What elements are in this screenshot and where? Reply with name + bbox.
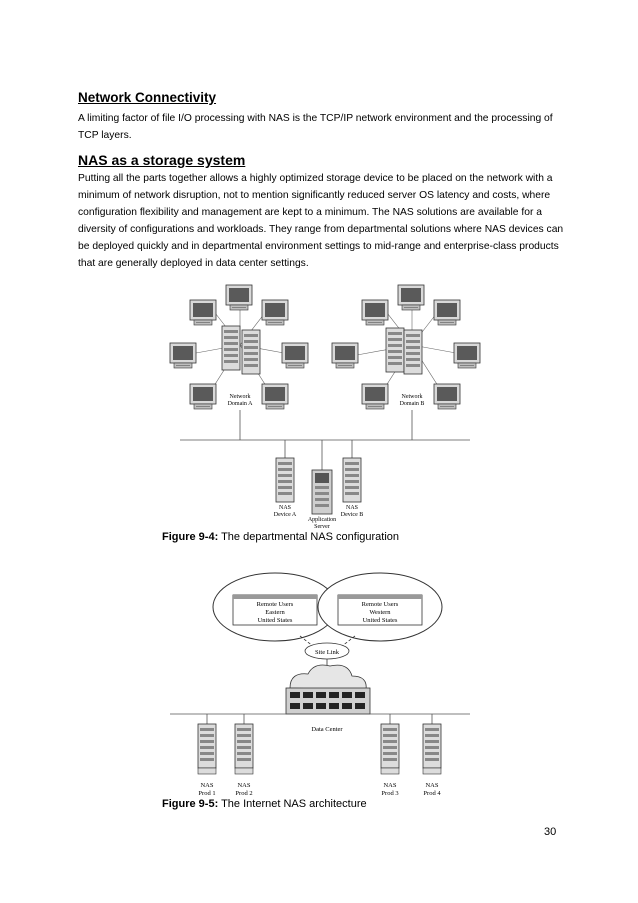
- workstation-icon: [454, 343, 480, 368]
- workstation-icon: [170, 343, 196, 368]
- domain-a-label-2: Domain A: [227, 401, 253, 407]
- workstation-icon: [434, 300, 460, 325]
- section-paragraph-nas-storage-system: Putting all the parts together allows a highly optimized storage device to be placed on the network with a minimum of network disruption, not to mention significantly reduced server OS latency and costs, where configuration flexibility and management are kept to a minimum. The NAS solutions are available for a diversity of configurations and workloads. They range from departmental solutions where NAS devices can be deployed quickly and in departmental environment settings to mid-range and enterprise-class products that are generally deployed in data center settings.: [78, 173, 564, 269]
- prod1-label-1: NAS: [200, 782, 214, 789]
- prod3-label-1: NAS: [383, 782, 397, 789]
- workstation-icon: [362, 300, 388, 325]
- server-icon: [386, 328, 404, 372]
- figure-9-4-caption-label: Figure 9-4:: [162, 531, 219, 543]
- section-heading-network-connectivity: Network Connectivity: [78, 90, 217, 105]
- nas-prod-1-icon: [198, 724, 216, 768]
- workstation-icon: [190, 384, 216, 409]
- nas-prod-3-icon: [381, 724, 399, 768]
- prod2-label-1: NAS: [237, 782, 251, 789]
- section-paragraph-network-connectivity: A limiting factor of file I/O processing with NAS is the TCP/IP network environment and the processing of TCP layers.: [78, 113, 553, 141]
- prod4-label-2: Prod 4: [423, 790, 441, 797]
- domain-a-label-1: Network: [229, 394, 251, 400]
- workstation-icon: [398, 285, 424, 310]
- app-server-label-1: Application: [307, 517, 337, 523]
- prod3-label-2: Prod 3: [381, 790, 399, 797]
- domain-b-label-1: Network: [401, 394, 423, 400]
- data-center-label: Data Center: [311, 726, 343, 733]
- figure-9-4-caption: [162, 531, 399, 543]
- workstation-icon: [332, 343, 358, 368]
- prod2-label-2: Prod 2: [235, 790, 253, 797]
- workstation-icon: [362, 384, 388, 409]
- workstation-icon: [262, 384, 288, 409]
- page-number: 30: [544, 826, 557, 838]
- figure-9-5-caption-text: The Internet NAS architecture: [218, 798, 367, 810]
- workstation-icon: [226, 285, 252, 310]
- figure-9-5-caption-label: Figure 9-5:: [162, 798, 219, 810]
- domain-b-label-2: Domain B: [399, 401, 425, 407]
- figure-9-5-caption: [162, 798, 367, 810]
- east-label-1: Remote Users: [256, 601, 294, 608]
- west-label-3: United States: [362, 617, 398, 624]
- workstation-icon: [190, 300, 216, 325]
- west-label-1: Remote Users: [361, 601, 399, 608]
- app-server-label-2: Server: [314, 524, 330, 530]
- prod1-label-2: Prod 1: [198, 790, 216, 797]
- application-server-icon: [312, 470, 332, 514]
- nas-device-a-icon: [276, 458, 294, 502]
- nas-prod-2-icon: [235, 724, 253, 768]
- nas-b-label-2: Device B: [340, 512, 364, 518]
- nas-prod-4-icon: [423, 724, 441, 768]
- prod4-label-1: NAS: [425, 782, 439, 789]
- network-domain-b: [332, 285, 480, 409]
- figure-internet-nas: [170, 573, 470, 797]
- nas-a-label-2: Device A: [273, 512, 297, 518]
- figure-9-4-caption-text: The departmental NAS configuration: [218, 531, 400, 543]
- server-icon: [242, 330, 260, 374]
- nas-a-label-1: NAS: [278, 505, 292, 511]
- section-heading-nas-storage-system: NAS as a storage system: [78, 152, 246, 168]
- server-icon: [222, 326, 240, 370]
- workstation-icon: [434, 384, 460, 409]
- nas-b-label-1: NAS: [345, 505, 359, 511]
- server-icon: [404, 330, 422, 374]
- nas-device-b-icon: [343, 458, 361, 502]
- figure-departmental-nas: [170, 285, 480, 530]
- east-label-3: United States: [257, 617, 293, 624]
- network-domain-a: [170, 285, 308, 409]
- site-link-label: Site Link: [314, 649, 340, 656]
- workstation-icon: [262, 300, 288, 325]
- workstation-icon: [282, 343, 308, 368]
- east-label-2: Eastern: [265, 609, 285, 616]
- west-label-2: Western: [369, 609, 391, 616]
